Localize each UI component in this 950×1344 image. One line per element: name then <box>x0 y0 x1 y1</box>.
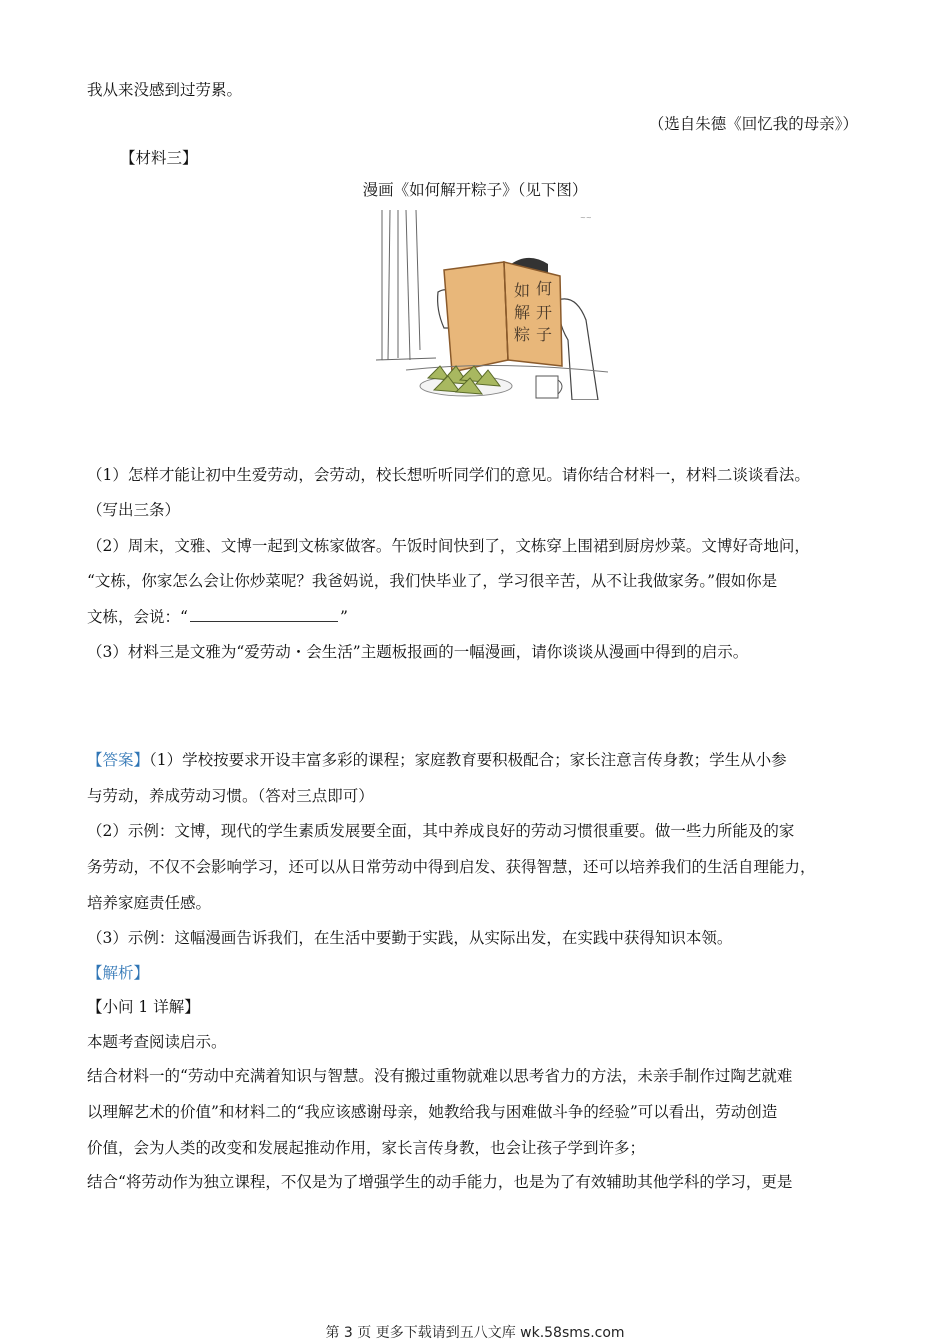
text-line: 我从来没感到过劳累。 <box>87 81 243 99</box>
comic-image <box>376 210 608 400</box>
question-2-cont: “文栋，你家怎么会让你炒菜呢？我爸妈说，我们快毕业了，学习很辛苦，从不让我做家务。”假如你是 <box>87 572 778 590</box>
source-citation: （选自朱德《回忆我的母亲》） <box>648 115 858 133</box>
analysis-text: 本题考查阅读启示。 <box>87 1033 227 1051</box>
answer-1-text: （1）学校按要求开设丰富多彩的课程；家庭教育要积极配合；家长注意言传身教；学生从小参 <box>149 751 787 769</box>
question-3: （3）材料三是文雅为“爱劳动・会生活”主题板报画的一幅漫画，请你谈谈从漫画中得到的启示。 <box>87 643 749 661</box>
sub-question-heading: 【小问 1 详解】 <box>87 998 200 1016</box>
book-char: 何 <box>536 279 553 298</box>
answer-2-end: 培养家庭责任感。 <box>87 894 212 912</box>
book-char: 如 <box>514 281 531 300</box>
question-2: （2）周末，文雅、文博一起到文栋家做客。午饭时间快到了，文栋穿上围裙到厨房炒菜。文博好奇地问， <box>87 537 810 555</box>
page-footer: 第 3 页 更多下载请到五八文库 wk.58sms.com <box>325 1325 625 1341</box>
analysis-tag: 【解析】 <box>87 964 150 982</box>
book-char: 开 <box>536 303 553 322</box>
answer-blank <box>190 607 338 622</box>
section-heading: 【材料三】 <box>120 149 198 167</box>
question-2-blank-line <box>87 607 348 627</box>
question-2-prefix: 文栋，会说：“ <box>87 608 188 626</box>
answer-tag: 【答案】 <box>87 751 150 769</box>
answer-2-cont: 务劳动，不仅不会影响学习，还可以从日常劳动中得到启发、获得智慧，还可以培养我们的生活自理能力， <box>87 858 816 876</box>
question-1-note: （写出三条） <box>87 501 181 519</box>
book-char: 子 <box>536 325 553 344</box>
svg-text:~~: ~~ <box>580 214 592 222</box>
answer-3: （3）示例：这幅漫画告诉我们，在生活中要勤于实践，从实际出发，在实践中获得知识本领。 <box>87 929 733 947</box>
answer-1 <box>87 750 787 770</box>
answer-2: （2）示例：文博，现代的学生素质发展要全面，其中养成良好的劳动习惯很重要。做一些力所能及的家 <box>87 822 795 840</box>
question-2-suffix: ” <box>339 608 348 626</box>
book-char: 解 <box>514 303 531 322</box>
question-1: （1）怎样才能让初中生爱劳动，会劳动，校长想听听同学们的意见。请你结合材料一，材料二谈谈看法。 <box>87 466 810 484</box>
answer-1-cont: 与劳动，养成劳动习惯。（答对三点即可） <box>87 787 374 805</box>
analysis-text: 结合材料一的“劳动中充满着知识与智慧。没有搬过重物就难以思考省力的方法，未亲手制作过陶艺就难 <box>87 1067 793 1085</box>
analysis-text: 结合“将劳动作为独立课程，不仅是为了增强学生的动手能力，也是为了有效辅助其他学科的学习，更是 <box>87 1173 793 1191</box>
analysis-text: 价值，会为人类的改变和发展起推动作用，家长言传身教，也会让孩子学到许多； <box>87 1139 646 1157</box>
book-char: 粽 <box>514 325 531 344</box>
comic-title: 漫画《如何解开粽子》（见下图） <box>362 181 588 199</box>
analysis-text: 以理解艺术的价值”和材料二的“我应该感谢母亲，她教给我与困难做斗争的经验”可以看出，劳动创造 <box>87 1103 778 1121</box>
